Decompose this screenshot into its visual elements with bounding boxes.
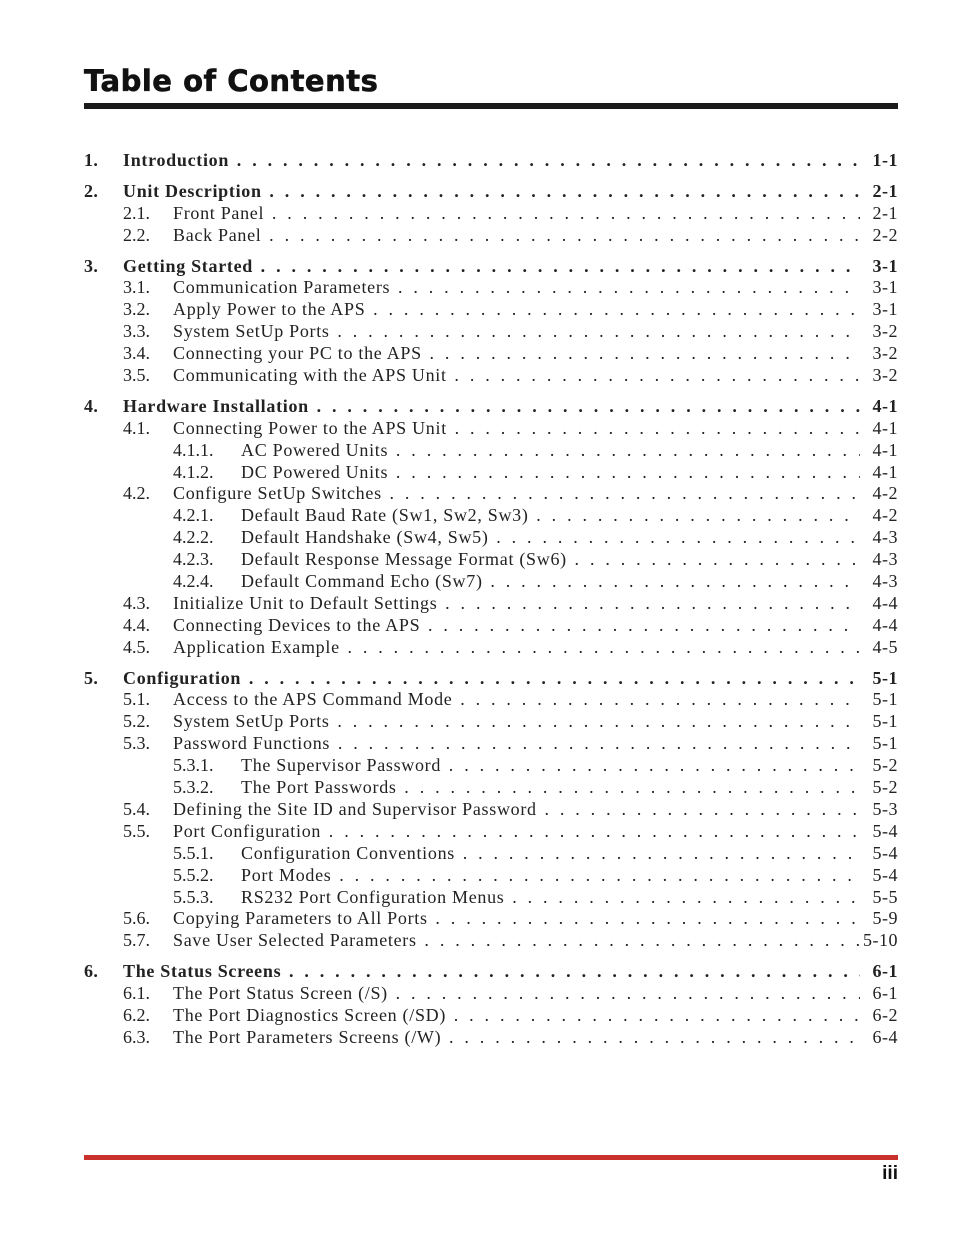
toc-section-entry[interactable] [84,277,898,299]
toc-section-entry[interactable] [84,462,898,484]
toc-entry-number: 5.3. [123,733,150,754]
toc-entry-title: Port Configuration . . . [173,821,860,843]
toc-section-entry[interactable] [84,821,898,843]
toc-entry-page: 5-5 [872,886,898,907]
toc-entry-number: 5.7. [123,930,150,951]
toc-entry-page: 5-1 [872,733,898,754]
toc-entry-page: 2-2 [872,224,898,245]
toc-entry-page: 4-1 [872,417,898,438]
toc-entry-title: Default Handshake (Sw4, Sw5) . . . [241,527,860,549]
toc-entry-title: Getting Started . . . [123,256,860,278]
toc-chapter-entry[interactable] [84,256,898,278]
toc-entry-number: 6.1. [123,983,150,1004]
toc-section-entry[interactable] [84,321,898,343]
toc-entry-title: AC Powered Units . . . [241,440,860,462]
toc-section-entry[interactable] [84,755,898,777]
toc-entry-title: Default Response Message Format (Sw6) . . . [241,549,860,571]
toc-entry-page: 5-2 [872,777,898,798]
toc-entry-page: 2-1 [872,202,898,223]
toc-entry-title: The Port Diagnostics Screen (/SD) . . . [173,1005,860,1027]
toc-section-entry[interactable] [84,799,898,821]
toc-entry-page: 5-3 [872,798,898,819]
toc-entry-page: 4-2 [872,505,898,526]
toc-entry-number: 2.1. [123,202,150,223]
toc-entry-page: 5-4 [872,820,898,841]
toc-entry-number: 3.5. [123,365,150,386]
title-rule [84,103,898,109]
toc-entry-number: 4.1. [123,417,150,438]
toc-entry-title: Hardware Installation . . . [123,396,860,418]
toc-entry-number: 5.5.1. [173,842,214,863]
toc-entry-page: 3-1 [872,299,898,320]
toc-entry-title: Communication Parameters . . . [173,277,860,299]
toc-entry-number: 5.2. [123,711,150,732]
toc-entry-page: 6-2 [872,1004,898,1025]
toc-entry-page: 6-1 [872,983,898,1004]
toc-entry-number: 4.4. [123,614,150,635]
toc-section-entry[interactable] [84,299,898,321]
toc-entry-page: 5-4 [872,864,898,885]
toc-entry-title: The Port Parameters Screens (/W) . . . [173,1027,860,1049]
toc-entry-page: 2-1 [872,180,898,201]
toc-entry-page: 5-1 [872,711,898,732]
toc-entry-number: 3.1. [123,277,150,298]
toc-entry-page: 4-1 [872,439,898,460]
toc-entry-page: 1-1 [872,150,898,170]
toc-entry-title: Default Baud Rate (Sw1, Sw2, Sw3) . . . [241,505,860,527]
toc-section-entry[interactable] [84,983,898,1005]
toc-entry-page: 4-5 [872,636,898,657]
toc-chapter-entry[interactable] [84,150,898,172]
toc-entry-page: 4-3 [872,571,898,592]
toc-entry-page: 5-4 [872,842,898,863]
toc-chapter-entry[interactable] [84,181,898,203]
toc-entry-number: 6. [84,961,99,982]
toc-entry-title: Port Modes . . . [241,865,860,887]
toc-entry-title: Unit Description . . . [123,181,860,203]
toc-section-entry[interactable] [84,637,898,659]
toc-entry-title: Defining the Site ID and Supervisor Password . . . [173,799,860,821]
toc-section-entry[interactable] [84,527,898,549]
toc-entry-page: 5-1 [872,667,898,688]
toc-entry-title: System SetUp Ports . . . [173,321,860,343]
toc-entry-number: 4.2.3. [173,549,214,570]
toc-entry-title: Back Panel . . . [173,225,860,247]
toc-entry-title: Password Functions . . . [173,733,860,755]
toc-entry-number: 4.5. [123,636,150,657]
toc-entry-page: 4-4 [872,614,898,635]
toc-entry-title: Apply Power to the APS . . . [173,299,860,321]
toc-entry-title: Connecting your PC to the APS . . . [173,343,860,365]
toc-section-entry[interactable] [84,203,898,225]
toc-section-entry[interactable] [84,733,898,755]
toc-entry-page: 4-3 [872,527,898,548]
toc-entry-number: 6.2. [123,1004,150,1025]
toc-entry-title: Save User Selected Parameters . . . [173,930,860,952]
toc-entry-number: 5.6. [123,908,150,929]
toc-entry-title: The Supervisor Password . . . [241,755,860,777]
toc-entry-page: 4-4 [872,592,898,613]
toc-section-entry[interactable] [84,483,898,505]
toc-entry-title: Default Command Echo (Sw7) . . . [241,571,860,593]
toc-entry-title: Introduction . . . [123,150,860,172]
toc-entry-title: Initialize Unit to Default Settings . . . [173,593,860,615]
toc-entry-title: System SetUp Ports . . . [173,711,860,733]
toc-entry-title: Access to the APS Command Mode . . . [173,689,860,711]
toc-entry-number: 3. [84,255,99,276]
toc-entry-title: Front Panel . . . [173,203,860,225]
toc-entry-page: 3-2 [872,365,898,386]
toc-section-entry[interactable] [84,549,898,571]
toc-section-entry[interactable] [84,343,898,365]
toc-entry-title: Connecting Power to the APS Unit . . . [173,418,860,440]
toc-section-entry[interactable] [84,865,898,887]
toc-entry-page: 3-2 [872,343,898,364]
toc-entry-number: 3.4. [123,343,150,364]
toc-entry-page: 4-2 [872,483,898,504]
toc-section-entry[interactable] [84,1027,898,1049]
toc-section-entry[interactable] [84,689,898,711]
toc-section-entry[interactable] [84,365,898,387]
toc-section-entry[interactable] [84,711,898,733]
toc-section-entry[interactable] [84,930,898,952]
toc-chapter-entry[interactable] [84,668,898,690]
toc-chapter-entry[interactable] [84,396,898,418]
toc-entry-number: 4.1.2. [173,461,214,482]
toc-section-entry[interactable] [84,593,898,615]
toc-entry-number: 5.5.3. [173,886,214,907]
toc-entry-page: 4-1 [872,395,898,416]
toc-entry-number: 5.5.2. [173,864,214,885]
toc-entry-title: Communicating with the APS Unit . . . [173,365,860,387]
toc-entry-page: 5-9 [872,908,898,929]
toc-entry-number: 2. [84,180,99,201]
toc-section-entry[interactable] [84,908,898,930]
toc-entry-number: 4. [84,395,99,416]
toc-entry-number: 5. [84,667,99,688]
toc-section-entry[interactable] [84,418,898,440]
toc-entry-number: 4.3. [123,592,150,613]
toc-entry-title: Configure SetUp Switches . . . [173,483,860,505]
toc-entry-page: 6-4 [872,1026,898,1047]
toc-entry-number: 5.5. [123,820,150,841]
toc-entry-number: 2.2. [123,224,150,245]
toc-entry-page: 6-1 [872,961,898,982]
toc-entry-title: Configuration Conventions . . . [241,843,860,865]
toc-section-entry[interactable] [84,571,898,593]
toc-entry-number: 3.2. [123,299,150,320]
toc-entry-number: 4.2. [123,483,150,504]
page-title: Table of Contents [84,64,379,98]
footer-rule [84,1155,898,1160]
toc-entry-title: Connecting Devices to the APS . . . [173,615,860,637]
toc-entry-page: 5-10 [863,930,898,951]
toc-entry-page: 5-1 [872,689,898,710]
toc-entry-number: 5.1. [123,689,150,710]
toc-entry-number: 5.3.1. [173,755,214,776]
page-number: iii [882,1163,898,1184]
toc-entry-page: 3-1 [872,255,898,276]
toc-entry-title: RS232 Port Configuration Menus . . . [241,887,860,909]
toc-entry-title: Application Example . . . [173,637,860,659]
toc-entry-page: 3-2 [872,321,898,342]
toc-section-entry[interactable] [84,777,898,799]
table-of-contents [84,150,898,1049]
toc-entry-number: 5.3.2. [173,777,214,798]
toc-entry-title: The Status Screens . . . [123,961,860,983]
toc-entry-title: Configuration . . . [123,668,860,690]
toc-section-entry[interactable] [84,505,898,527]
toc-entry-number: 4.2.4. [173,571,214,592]
toc-entry-number: 6.3. [123,1026,150,1047]
toc-section-entry[interactable] [84,440,898,462]
toc-section-entry[interactable] [84,225,898,247]
toc-entry-number: 4.1.1. [173,439,214,460]
toc-entry-number: 3.3. [123,321,150,342]
toc-entry-number: 1. [84,150,99,170]
toc-entry-number: 5.4. [123,798,150,819]
toc-entry-number: 4.2.1. [173,505,214,526]
toc-entry-title: The Port Status Screen (/S) . . . [173,983,860,1005]
toc-entry-page: 3-1 [872,277,898,298]
toc-entry-title: The Port Passwords . . . [241,777,860,799]
toc-entry-page: 4-1 [872,461,898,482]
toc-section-entry[interactable] [84,615,898,637]
toc-entry-page: 4-3 [872,549,898,570]
toc-section-entry[interactable] [84,843,898,865]
toc-section-entry[interactable] [84,887,898,909]
toc-section-entry[interactable] [84,1005,898,1027]
toc-entry-number: 4.2.2. [173,527,214,548]
toc-entry-title: Copying Parameters to All Ports . . . [173,908,860,930]
toc-entry-page: 5-2 [872,755,898,776]
toc-chapter-entry[interactable] [84,961,898,983]
toc-entry-title: DC Powered Units . . . [241,462,860,484]
